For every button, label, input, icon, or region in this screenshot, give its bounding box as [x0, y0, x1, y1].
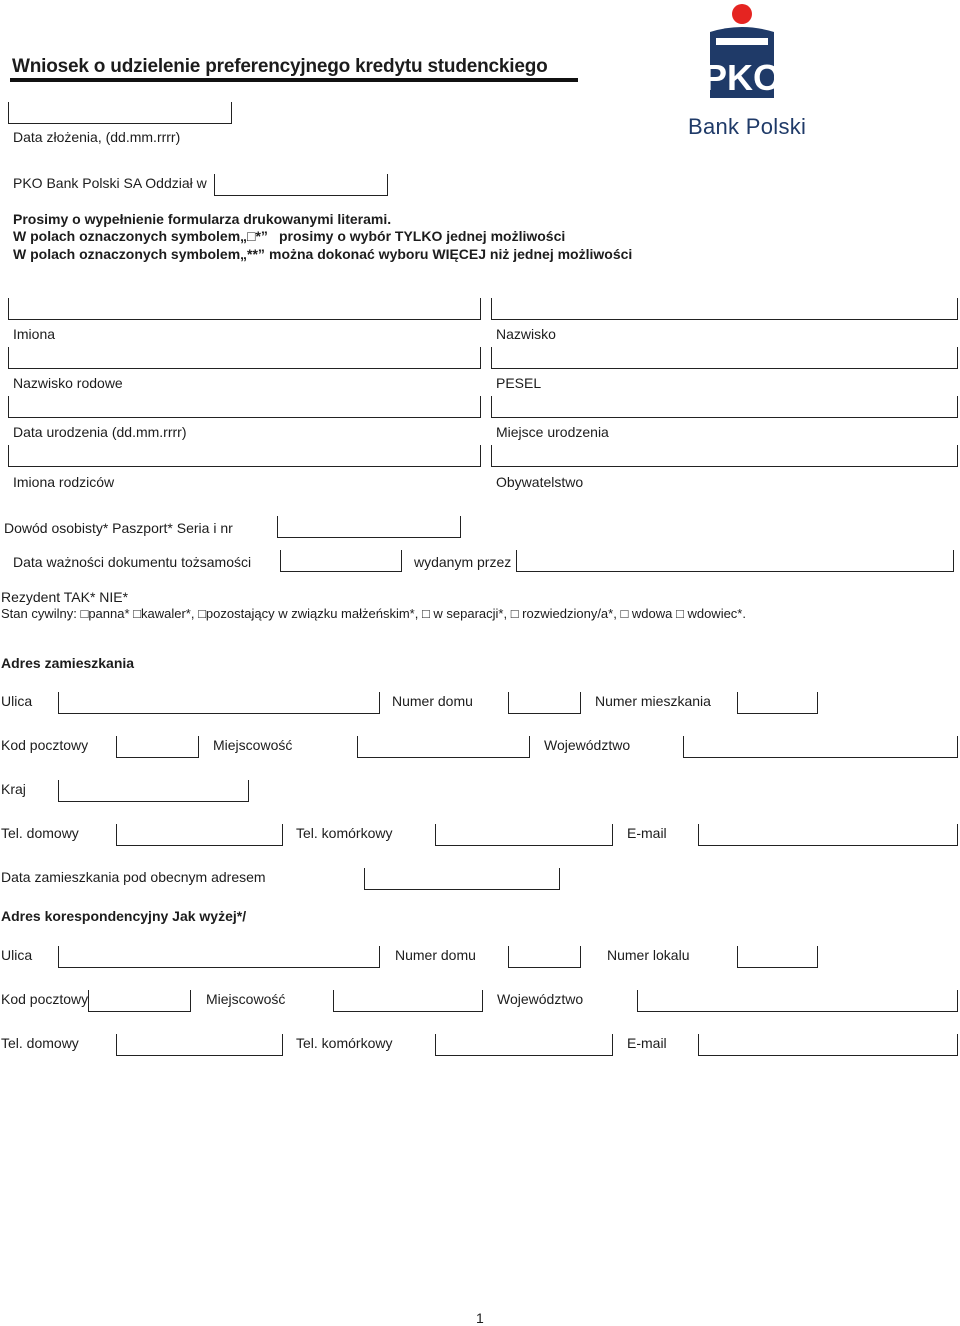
- corr-email-label: E-mail: [627, 1035, 667, 1051]
- surname-label: Nazwisko: [496, 326, 556, 342]
- postal-code-field[interactable]: [116, 736, 199, 758]
- form-title: Wniosek o udzielenie preferencyjnego kredytu studenckiego: [12, 56, 548, 77]
- corr-street-label: Ulica: [1, 947, 33, 963]
- email-label: E-mail: [627, 825, 667, 841]
- instruction-line-2-symbol: „□*”: [240, 228, 268, 244]
- voivodeship-field[interactable]: [683, 736, 958, 758]
- corr-apartment-label: Numer lokalu: [607, 947, 690, 963]
- family-name-field[interactable]: [8, 347, 481, 369]
- home-phone-label: Tel. domowy: [1, 825, 79, 841]
- home-phone-field[interactable]: [116, 824, 283, 846]
- first-names-label: Imiona: [13, 326, 56, 342]
- instruction-line-2-text: prosimy o wybór TYLKO jednej możliwości: [279, 228, 566, 244]
- address-section-title: Adres zamieszkania: [1, 655, 135, 671]
- mobile-phone-field[interactable]: [435, 824, 613, 846]
- corr-city-label: Miejscowość: [206, 991, 286, 1007]
- issued-by-field[interactable]: [516, 550, 954, 572]
- corr-home-phone-field[interactable]: [116, 1034, 283, 1056]
- street-label: Ulica: [1, 693, 33, 709]
- resident-label: Rezydent TAK* NIE*: [1, 589, 129, 605]
- branch-label: PKO Bank Polski SA Oddział w: [13, 175, 207, 191]
- instruction-line-2-prefix: W polach oznaczonych symbolem: [13, 228, 241, 244]
- city-label: Miejscowość: [213, 737, 293, 753]
- surname-field[interactable]: [491, 298, 958, 320]
- corr-email-field[interactable]: [698, 1034, 958, 1056]
- corr-voivodeship-label: Województwo: [497, 991, 584, 1007]
- corr-house-number-label: Numer domu: [395, 947, 476, 963]
- apartment-number-label: Numer mieszkania: [595, 693, 711, 709]
- birth-place-field[interactable]: [491, 396, 958, 418]
- document-validity-label: Data ważności dokumentu tożsamości: [13, 554, 252, 570]
- marital-status-options[interactable]: Stan cywilny: □panna* □kawaler*, □pozostający w związku małżeńskim*, □ w separacji*, □ rozwiedziony/a*, □ wdowa □ wdowiec*.: [1, 606, 746, 621]
- birth-date-field[interactable]: [8, 396, 481, 418]
- page-number: 1: [476, 1310, 484, 1326]
- pesel-label: PESEL: [496, 375, 542, 391]
- birth-date-label: Data urodzenia (dd.mm.rrrr): [13, 424, 187, 440]
- corr-apartment-field[interactable]: [737, 946, 818, 968]
- corr-voivodeship-field[interactable]: [637, 990, 958, 1012]
- corr-postal-code-label: Kod pocztowy: [1, 991, 89, 1007]
- first-names-field[interactable]: [8, 298, 481, 320]
- residence-since-label: Data zamieszkania pod obecnym adresem: [1, 869, 266, 885]
- email-field[interactable]: [698, 824, 958, 846]
- correspondence-section-title: Adres korespondencyjny Jak wyżej*/: [1, 908, 247, 924]
- document-type-label: Dowód osobisty* Paszport* Seria i nr: [4, 520, 233, 536]
- parents-names-field[interactable]: [8, 445, 481, 467]
- instruction-line-1: Prosimy o wypełnienie formularza drukowanymi literami.: [13, 211, 392, 227]
- house-number-field[interactable]: [508, 692, 581, 714]
- document-validity-field[interactable]: [280, 550, 402, 572]
- family-name-label: Nazwisko rodowe: [13, 375, 123, 391]
- logo-text: Bank Polski: [688, 114, 807, 139]
- street-field[interactable]: [58, 692, 380, 714]
- title-underline: [10, 78, 578, 82]
- submission-date-label: Data złożenia, (dd.mm.rrrr): [13, 129, 181, 145]
- country-field[interactable]: [58, 780, 249, 802]
- corr-city-field[interactable]: [333, 990, 483, 1012]
- voivodeship-label: Województwo: [544, 737, 631, 753]
- citizenship-field[interactable]: [491, 445, 958, 467]
- corr-house-number-field[interactable]: [508, 946, 581, 968]
- birth-place-label: Miejsce urodzenia: [496, 424, 609, 440]
- corr-mobile-phone-label: Tel. komórkowy: [296, 1035, 393, 1051]
- corr-postal-code-field[interactable]: [88, 990, 191, 1012]
- pesel-field[interactable]: [491, 347, 958, 369]
- corr-mobile-phone-field[interactable]: [435, 1034, 613, 1056]
- mobile-phone-label: Tel. komórkowy: [296, 825, 393, 841]
- country-label: Kraj: [1, 781, 26, 797]
- document-number-field[interactable]: [277, 516, 461, 538]
- instruction-line-3-prefix: W polach oznaczonych symbolem: [13, 246, 241, 262]
- citizenship-label: Obywatelstwo: [496, 474, 584, 490]
- corr-street-field[interactable]: [58, 946, 380, 968]
- svg-text:PKO: PKO: [702, 57, 782, 98]
- issued-by-label: wydanym przez: [414, 554, 512, 570]
- city-field[interactable]: [357, 736, 530, 758]
- instruction-line-3-symbol: „**”: [240, 246, 265, 262]
- instruction-line-3-text: można dokonać wyboru WIĘCEJ niż jednej możliwości: [269, 246, 633, 262]
- corr-home-phone-label: Tel. domowy: [1, 1035, 79, 1051]
- submission-date-field[interactable]: [8, 102, 232, 124]
- residence-since-field[interactable]: [364, 868, 560, 890]
- apartment-number-field[interactable]: [737, 692, 818, 714]
- branch-field[interactable]: [214, 174, 388, 196]
- postal-code-label: Kod pocztowy: [1, 737, 89, 753]
- parents-names-label: Imiona rodziców: [13, 474, 115, 490]
- house-number-label: Numer domu: [392, 693, 473, 709]
